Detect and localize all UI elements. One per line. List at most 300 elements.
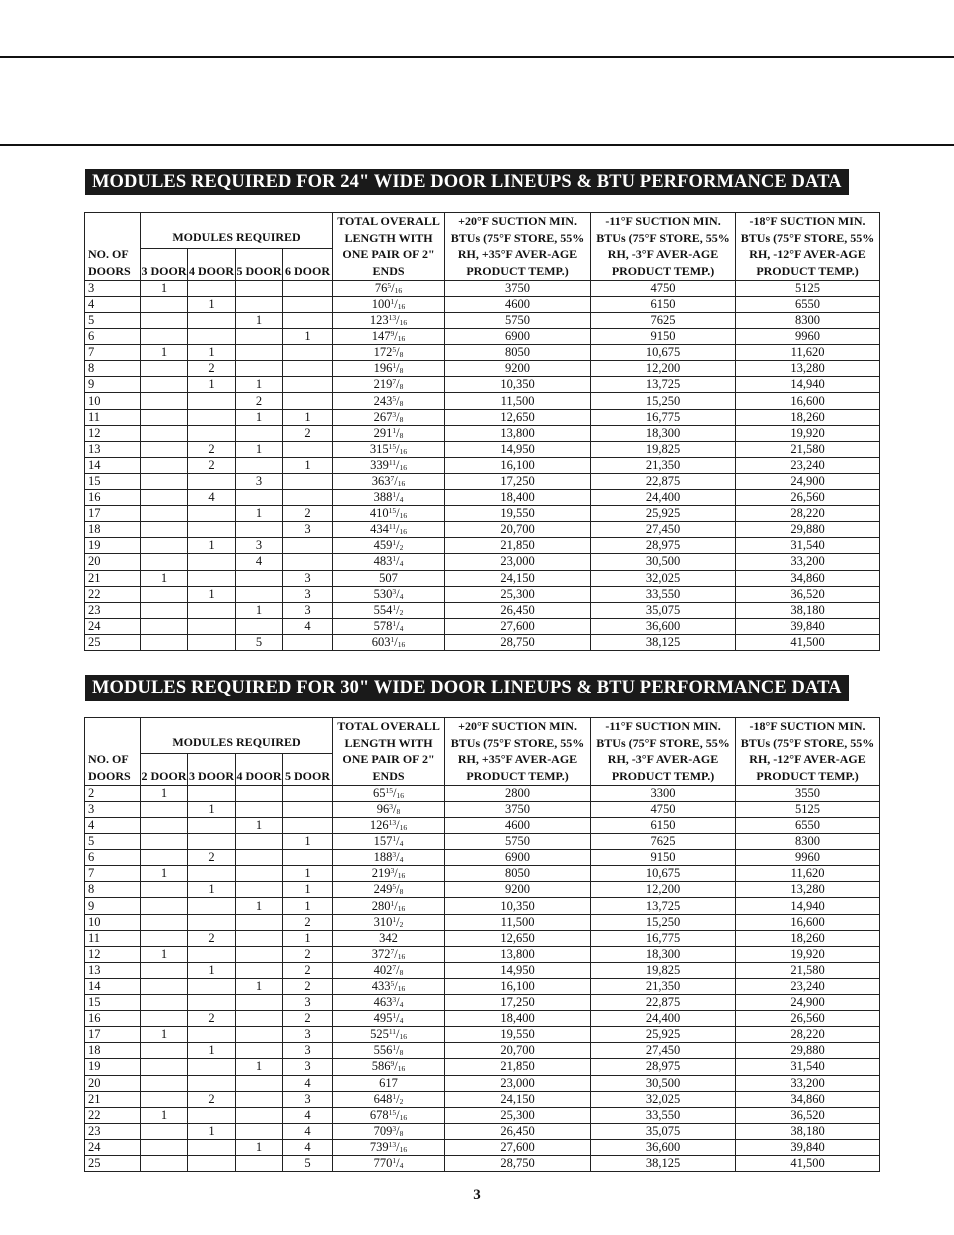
cell-modules	[188, 634, 236, 650]
length-frac-numerator: 9	[390, 1059, 395, 1069]
cell-modules: 5	[283, 1155, 333, 1171]
length-whole: 483	[373, 554, 393, 569]
cell-modules	[283, 345, 333, 361]
cell-btu: 13,280	[736, 882, 880, 898]
cell-doors: 18	[85, 522, 141, 538]
length-frac-denominator: 8	[396, 806, 401, 816]
cell-modules: 5	[236, 634, 283, 650]
cell-btu: 16,775	[591, 930, 736, 946]
cell-doors: 22	[85, 1107, 141, 1123]
length-whole: 157	[373, 834, 393, 849]
header-module-col: 3 DOOR	[188, 754, 236, 786]
cell-length	[333, 818, 445, 834]
length-frac-denominator: 8	[399, 350, 404, 360]
cell-btu: 13,725	[591, 898, 736, 914]
cell-btu: 27,450	[591, 1043, 736, 1059]
length-whole: 280	[371, 898, 391, 913]
table-row	[85, 473, 880, 489]
cell-btu: 24,900	[736, 995, 880, 1011]
cell-modules: 1	[188, 1043, 236, 1059]
cell-length	[333, 1011, 445, 1027]
cell-doors: 25	[85, 634, 141, 650]
cell-modules	[141, 1155, 188, 1171]
cell-btu: 6150	[591, 296, 736, 312]
length-frac-denominator: 4	[399, 1016, 404, 1026]
cell-modules: 1	[141, 866, 188, 882]
length-frac-denominator: 8	[399, 398, 404, 408]
cell-btu: 25,925	[591, 1027, 736, 1043]
cell-btu: 19,825	[591, 441, 736, 457]
length-frac-denominator: 8	[399, 967, 404, 977]
cell-modules: 1	[188, 801, 236, 817]
fraction-slash: /	[396, 522, 400, 537]
cell-modules: 4	[283, 1139, 333, 1155]
table-row	[85, 296, 880, 312]
cell-modules	[236, 1155, 283, 1171]
cell-btu: 13,800	[445, 425, 591, 441]
table-row	[85, 377, 880, 393]
cell-modules	[236, 296, 283, 312]
cell-btu: 41,500	[736, 1155, 880, 1171]
cell-length	[333, 1059, 445, 1075]
cell-doors: 15	[85, 995, 141, 1011]
cell-modules	[141, 930, 188, 946]
cell-modules: 2	[236, 393, 283, 409]
header-module-col: 4 DOOR	[188, 249, 236, 281]
table-row	[85, 1075, 880, 1091]
cell-doors: 4	[85, 818, 141, 834]
cell-length	[333, 962, 445, 978]
cell-modules: 1	[141, 946, 188, 962]
cell-btu: 19,920	[736, 425, 880, 441]
length-frac-denominator: 16	[396, 790, 405, 800]
fraction-slash: /	[396, 818, 400, 833]
cell-modules: 3	[283, 1059, 333, 1075]
cell-btu: 28,220	[736, 506, 880, 522]
cell-modules: 1	[236, 1059, 283, 1075]
header-module-col: 5 DOOR	[283, 754, 333, 786]
cell-modules: 1	[188, 1123, 236, 1139]
cell-btu: 3750	[445, 801, 591, 817]
length-frac-numerator: 15	[385, 785, 394, 795]
cell-btu: 3300	[591, 785, 736, 801]
length-frac-numerator: 1	[392, 554, 397, 564]
cell-length	[333, 634, 445, 650]
cell-modules	[236, 834, 283, 850]
table-row	[85, 490, 880, 506]
top-rule	[0, 56, 954, 58]
cell-modules	[283, 361, 333, 377]
cell-btu: 27,600	[445, 1139, 591, 1155]
fraction-slash: /	[394, 898, 398, 913]
length-frac-denominator: 4	[399, 1161, 404, 1171]
cell-modules: 1	[141, 345, 188, 361]
cell-btu: 11,620	[736, 866, 880, 882]
cell-btu: 18,260	[736, 930, 880, 946]
cell-modules	[188, 602, 236, 618]
cell-modules	[141, 506, 188, 522]
cell-btu: 21,350	[591, 457, 736, 473]
fraction-slash: /	[396, 1091, 400, 1106]
cell-modules: 3	[283, 586, 333, 602]
table2-body	[85, 785, 880, 1171]
table1-body	[85, 280, 880, 650]
fraction-slash: /	[396, 393, 400, 408]
cell-modules: 1	[141, 570, 188, 586]
length-frac-numerator: 15	[388, 441, 397, 451]
cell-btu: 32,025	[591, 570, 736, 586]
cell-btu: 38,180	[736, 602, 880, 618]
cell-modules	[141, 538, 188, 554]
length-frac-numerator: 3	[392, 995, 397, 1005]
cell-length	[333, 522, 445, 538]
length-frac-numerator: 13	[388, 818, 397, 828]
cell-length	[333, 1091, 445, 1107]
cell-modules: 1	[236, 313, 283, 329]
length-frac-denominator: 8	[399, 382, 404, 392]
cell-modules: 1	[236, 1139, 283, 1155]
length-whole: 249	[373, 882, 393, 897]
length-whole: 123	[369, 313, 389, 328]
cell-btu: 28,975	[591, 538, 736, 554]
cell-doors: 22	[85, 586, 141, 602]
cell-modules: 1	[236, 409, 283, 425]
cell-modules	[236, 914, 283, 930]
header-module-col: 3 DOOR	[141, 249, 188, 281]
table-row	[85, 962, 880, 978]
fraction-slash: /	[396, 1107, 400, 1122]
cell-btu: 26,560	[736, 490, 880, 506]
length-whole: 402	[373, 962, 393, 977]
fraction-slash: /	[396, 538, 400, 553]
cell-length	[333, 946, 445, 962]
cell-length	[333, 882, 445, 898]
length-frac-numerator: 1	[392, 914, 397, 924]
length-frac-denominator: 16	[397, 334, 406, 344]
length-whole: 100	[371, 296, 391, 311]
cell-btu: 13,725	[591, 377, 736, 393]
cell-modules: 2	[283, 914, 333, 930]
header-module-col: 4 DOOR	[236, 754, 283, 786]
cell-length	[333, 914, 445, 930]
cell-btu: 8300	[736, 834, 880, 850]
length-frac-numerator: 1	[392, 1156, 397, 1166]
cell-modules: 1	[283, 882, 333, 898]
cell-length	[333, 361, 445, 377]
length-whole: 586	[371, 1059, 391, 1074]
length-whole: 554	[373, 602, 393, 617]
fraction-slash: /	[396, 1027, 400, 1042]
cell-modules	[141, 313, 188, 329]
table-row	[85, 1043, 880, 1059]
cell-modules: 2	[283, 506, 333, 522]
cell-btu: 10,675	[591, 866, 736, 882]
table1	[84, 212, 880, 651]
cell-doors: 23	[85, 602, 141, 618]
cell-modules	[236, 570, 283, 586]
page-number: 3	[473, 1187, 481, 1203]
length-frac-denominator: 8	[399, 1128, 404, 1138]
length-whole: 770	[373, 1156, 393, 1171]
cell-modules: 1	[236, 602, 283, 618]
cell-btu: 33,200	[736, 1075, 880, 1091]
length-frac-numerator: 3	[392, 586, 397, 596]
length-frac-numerator: 1	[392, 1091, 397, 1101]
length-frac-denominator: 4	[399, 559, 404, 569]
cell-btu: 19,920	[736, 946, 880, 962]
cell-length	[333, 377, 445, 393]
cell-btu: 28,750	[445, 1155, 591, 1171]
table-row	[85, 930, 880, 946]
cell-modules	[141, 978, 188, 994]
cell-btu: 21,850	[445, 1059, 591, 1075]
cell-length	[333, 785, 445, 801]
cell-modules	[141, 634, 188, 650]
cell-modules: 1	[283, 930, 333, 946]
length-frac-denominator: 16	[399, 446, 408, 456]
cell-btu: 32,025	[591, 1091, 736, 1107]
cell-modules: 1	[283, 457, 333, 473]
table-row	[85, 457, 880, 473]
fraction-slash: /	[394, 1059, 398, 1074]
cell-length	[333, 473, 445, 489]
length-whole: 291	[373, 425, 393, 440]
cell-modules	[236, 1107, 283, 1123]
length-frac-denominator: 8	[399, 366, 404, 376]
fraction-slash: /	[394, 473, 398, 488]
table-row	[85, 882, 880, 898]
cell-modules: 2	[283, 978, 333, 994]
cell-modules: 1	[236, 898, 283, 914]
cell-btu: 38,180	[736, 1123, 880, 1139]
cell-modules	[283, 554, 333, 570]
cell-btu: 35,075	[591, 602, 736, 618]
fraction-slash: /	[396, 1043, 400, 1058]
fraction-slash: /	[396, 490, 400, 505]
cell-btu: 10,350	[445, 377, 591, 393]
cell-btu: 19,550	[445, 506, 591, 522]
cell-modules: 1	[141, 280, 188, 296]
cell-modules	[141, 1123, 188, 1139]
cell-modules	[188, 329, 236, 345]
cell-length	[333, 409, 445, 425]
cell-btu: 24,900	[736, 473, 880, 489]
cell-doors: 20	[85, 554, 141, 570]
cell-modules: 3	[283, 602, 333, 618]
cell-btu: 6150	[591, 818, 736, 834]
cell-btu: 16,100	[445, 978, 591, 994]
length-frac-denominator: 4	[399, 623, 404, 633]
fraction-slash: /	[396, 834, 400, 849]
cell-doors: 9	[85, 898, 141, 914]
length-frac-numerator: 15	[388, 1107, 397, 1117]
cell-modules	[188, 1075, 236, 1091]
cell-modules	[141, 618, 188, 634]
cell-btu: 18,400	[445, 490, 591, 506]
header-btu-plus20: +20°F SUCTION MIN. BTUs (75°F STORE, 55% RH, +35°F AVER-AGE PRODUCT TEMP.)	[445, 718, 591, 786]
cell-length	[333, 554, 445, 570]
cell-btu: 17,250	[445, 473, 591, 489]
cell-modules	[283, 634, 333, 650]
cell-modules	[236, 522, 283, 538]
length-frac-numerator: 1	[392, 490, 397, 500]
cell-modules	[236, 280, 283, 296]
cell-doors: 11	[85, 409, 141, 425]
cell-modules	[141, 1043, 188, 1059]
cell-modules	[283, 441, 333, 457]
length-whole: 172	[373, 345, 393, 360]
length-frac-numerator: 5	[392, 882, 397, 892]
cell-modules: 2	[188, 850, 236, 866]
cell-modules	[188, 1107, 236, 1123]
cell-doors: 6	[85, 850, 141, 866]
cell-modules	[236, 490, 283, 506]
cell-modules	[188, 425, 236, 441]
length-whole: 219	[371, 866, 391, 881]
header-module-col: 5 DOOR	[236, 249, 283, 281]
cell-btu: 36,520	[736, 586, 880, 602]
cell-modules	[283, 850, 333, 866]
length-whole: 507	[379, 570, 398, 585]
cell-modules	[188, 785, 236, 801]
cell-btu: 36,520	[736, 1107, 880, 1123]
table-row	[85, 409, 880, 425]
header-module-col: 2 DOOR	[141, 754, 188, 786]
length-frac-numerator: 7	[390, 946, 395, 956]
cell-modules: 2	[188, 930, 236, 946]
cell-btu: 29,880	[736, 522, 880, 538]
cell-doors: 13	[85, 962, 141, 978]
cell-modules	[141, 1139, 188, 1155]
cell-length	[333, 457, 445, 473]
cell-modules	[236, 866, 283, 882]
cell-modules: 3	[236, 538, 283, 554]
cell-modules: 2	[283, 962, 333, 978]
cell-length	[333, 1155, 445, 1171]
length-frac-denominator: 2	[399, 607, 404, 617]
cell-btu: 9200	[445, 361, 591, 377]
header-no-doors: NO. OF DOORS	[85, 213, 141, 281]
length-frac-numerator: 3	[389, 801, 394, 811]
fraction-slash: /	[394, 296, 398, 311]
cell-modules	[236, 1075, 283, 1091]
table-row	[85, 522, 880, 538]
length-frac-denominator: 2	[399, 543, 404, 553]
cell-doors: 14	[85, 457, 141, 473]
length-frac-denominator: 16	[399, 1032, 408, 1042]
cell-doors: 6	[85, 329, 141, 345]
table-row	[85, 441, 880, 457]
length-frac-numerator: 5	[392, 345, 397, 355]
length-frac-denominator: 2	[399, 919, 404, 929]
cell-btu: 34,860	[736, 570, 880, 586]
cell-length	[333, 801, 445, 817]
cell-modules: 4	[283, 1075, 333, 1091]
cell-btu: 6550	[736, 818, 880, 834]
cell-doors: 4	[85, 296, 141, 312]
cell-btu: 5125	[736, 801, 880, 817]
fraction-slash: /	[396, 962, 400, 977]
cell-modules: 1	[283, 898, 333, 914]
length-whole: 363	[371, 473, 391, 488]
length-frac-denominator: 16	[397, 639, 406, 649]
table-row	[85, 1139, 880, 1155]
table-row	[85, 914, 880, 930]
length-whole: 678	[369, 1107, 389, 1122]
cell-btu: 19,825	[591, 962, 736, 978]
cell-modules	[141, 1059, 188, 1075]
fraction-slash: /	[396, 425, 400, 440]
length-frac-denominator: 16	[399, 1144, 408, 1154]
cell-btu: 36,600	[591, 618, 736, 634]
cell-modules	[236, 1123, 283, 1139]
length-frac-numerator: 7	[392, 377, 397, 387]
cell-modules: 1	[188, 586, 236, 602]
length-frac-denominator: 8	[399, 887, 404, 897]
table-row	[85, 850, 880, 866]
length-whole: 578	[373, 618, 393, 633]
cell-modules	[141, 586, 188, 602]
cell-length	[333, 425, 445, 441]
fraction-slash: /	[396, 586, 400, 601]
cell-doors: 17	[85, 506, 141, 522]
table-row	[85, 801, 880, 817]
cell-btu: 33,550	[591, 586, 736, 602]
cell-doors: 3	[85, 801, 141, 817]
cell-btu: 39,840	[736, 1139, 880, 1155]
cell-btu: 27,450	[591, 522, 736, 538]
cell-doors: 13	[85, 441, 141, 457]
table-row	[85, 393, 880, 409]
cell-modules	[141, 1011, 188, 1027]
cell-length	[333, 280, 445, 296]
table-row	[85, 1059, 880, 1075]
cell-btu: 3550	[736, 785, 880, 801]
table-row	[85, 1011, 880, 1027]
fraction-slash: /	[396, 1123, 400, 1138]
header-btu-minus18: -18°F SUCTION MIN. BTUs (75°F STORE, 55% RH, -12°F AVER-AGE PRODUCT TEMP.)	[736, 718, 880, 786]
table-row	[85, 834, 880, 850]
cell-modules	[141, 441, 188, 457]
table1-title: MODULES REQUIRED FOR 24" WIDE DOOR LINEUPS & BTU PERFORMANCE DATA	[85, 169, 849, 195]
cell-modules	[283, 296, 333, 312]
length-frac-numerator: 9	[390, 329, 395, 339]
cell-doors: 5	[85, 313, 141, 329]
length-frac-numerator: 1	[392, 602, 397, 612]
cell-length	[333, 618, 445, 634]
cell-modules	[141, 850, 188, 866]
length-whole: 648	[373, 1091, 393, 1106]
length-frac-numerator: 1	[392, 618, 397, 628]
length-whole: 339	[370, 457, 389, 472]
table-row	[85, 1155, 880, 1171]
cell-modules: 1	[236, 377, 283, 393]
cell-modules	[283, 393, 333, 409]
length-frac-numerator: 7	[390, 473, 395, 483]
table-row	[85, 280, 880, 296]
cell-length	[333, 850, 445, 866]
cell-modules	[188, 914, 236, 930]
fraction-slash: /	[396, 618, 400, 633]
cell-doors: 15	[85, 473, 141, 489]
cell-modules	[236, 1027, 283, 1043]
cell-length	[333, 1043, 445, 1059]
fraction-slash: /	[396, 361, 400, 376]
cell-btu: 31,540	[736, 1059, 880, 1075]
length-frac-denominator: 4	[399, 1000, 404, 1010]
cell-modules	[141, 522, 188, 538]
table-row	[85, 345, 880, 361]
